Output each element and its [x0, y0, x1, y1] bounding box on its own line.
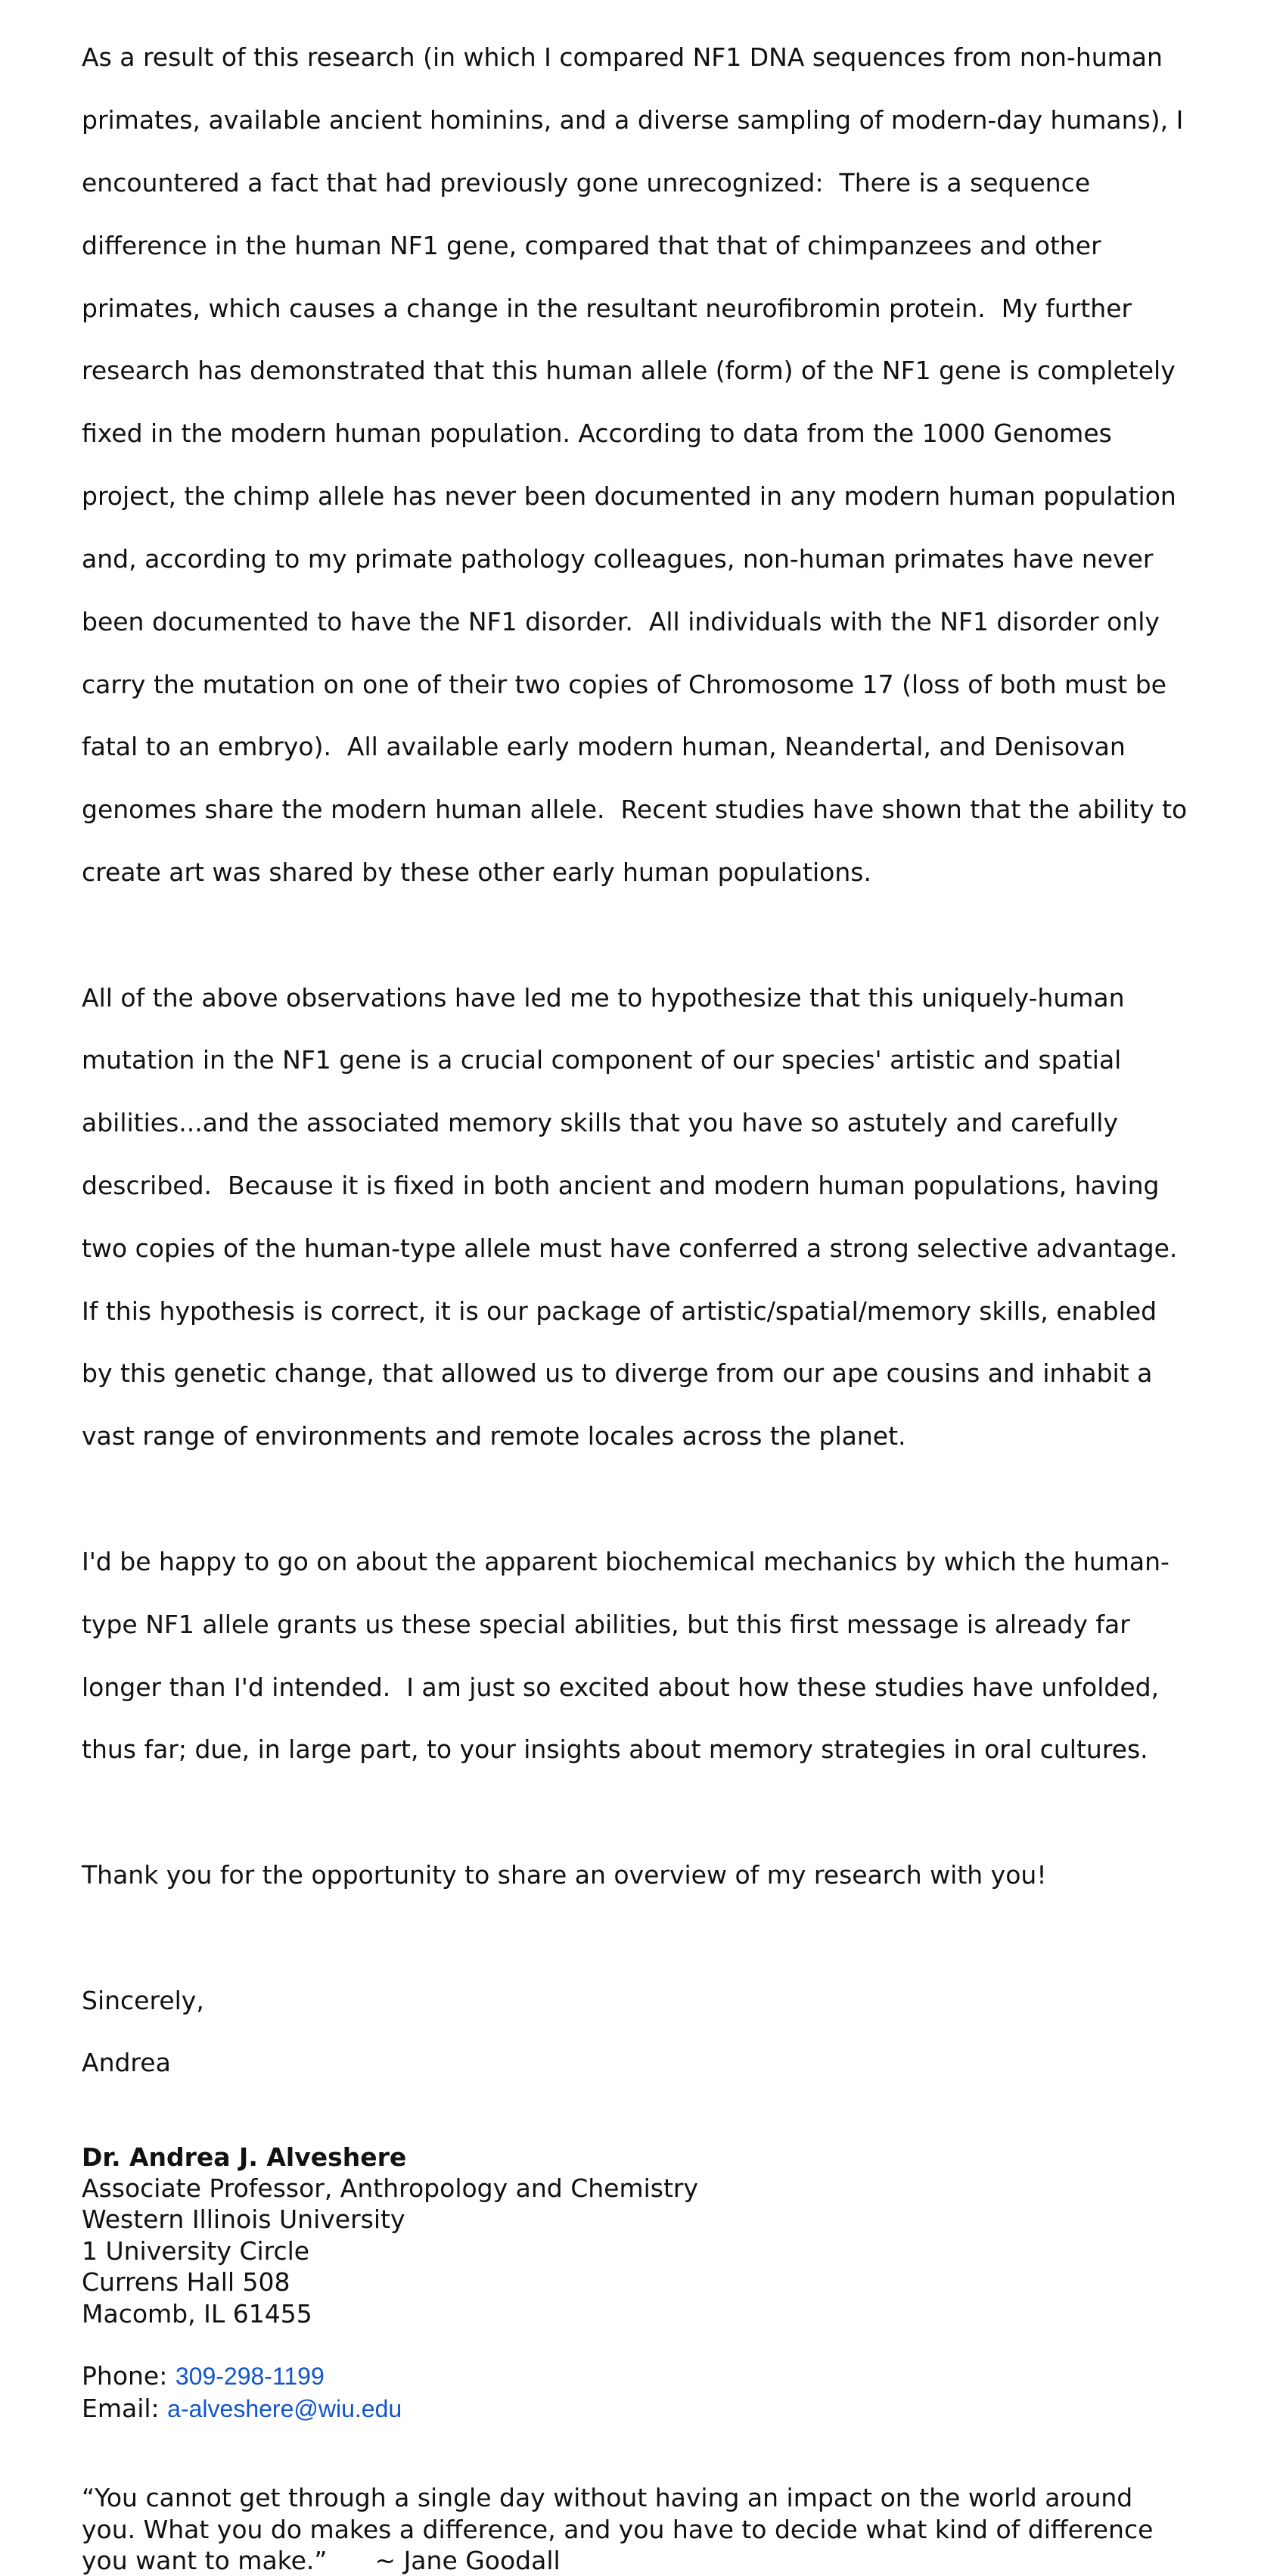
email-label: Email:: [82, 2393, 168, 2423]
text-line: vast range of environments and remote locales across the planet.: [82, 1421, 906, 1451]
text-line: primates, which causes a change in the resultant neurofibromin protein. My further: [82, 293, 1132, 323]
quote-line: you want to make.” ~ Jane Goodall: [82, 2546, 561, 2575]
text-line: carry the mutation on one of their two copies of Chromosome 17 (loss of both must be: [82, 669, 1166, 699]
paragraph-biochemical-mechanics: [82, 1514, 1262, 1797]
phone-label: Phone:: [82, 2361, 176, 2391]
text-line: been documented to have the NF1 disorder. All individuals with the NF1 disorder only: [82, 606, 1160, 636]
text-line: mutation in the NF1 gene is a crucial component of our species' artistic and spatial: [82, 1045, 1122, 1075]
text-line: encountered a fact that had previously gone unrecognized: There is a sequence: [82, 168, 1091, 198]
spacer: [82, 2329, 1262, 2360]
email-link[interactable]: a-alveshere@wiu.edu: [167, 2394, 402, 2422]
closing-first-name: Andrea: [82, 2048, 171, 2078]
quote-line: you. What you do makes a difference, and you have to decide what kind of difference: [82, 2514, 1154, 2544]
signature-city-state-zip: Macomb, IL 61455: [82, 2298, 312, 2329]
text-line: I'd be happy to go on about the apparent biochemical mechanics by which the human-: [82, 1546, 1170, 1576]
email-signature: [82, 2142, 1262, 2425]
text-line: project, the chimp allele has never been documented in any modern human population: [82, 481, 1176, 512]
spacer: [82, 2425, 1262, 2482]
text-line: thus far; due, in large part, to your insights about memory strategies in oral cultures.: [82, 1734, 1148, 1765]
text-line: create art was shared by these other early human populations.: [82, 857, 871, 887]
paragraph-hypothesis: [82, 950, 1262, 1483]
text-line: abilities...and the associated memory skills that you have so astutely and carefully: [82, 1108, 1118, 1138]
email-letter-body: [82, 11, 1262, 2576]
text-line: fixed in the modern human population. According to data from the 1000 Genomes: [82, 418, 1112, 449]
text-line: and, according to my primate pathology colleagues, non-human primates have never: [82, 543, 1154, 574]
quote-line: “You cannot get through a single day without having an impact on the world around: [82, 2483, 1133, 2513]
text-line: described. Because it is fixed in both ancient and modern human populations, having: [82, 1171, 1160, 1201]
text-line: research has demonstrated that this human allele (form) of the NF1 gene is completely: [82, 356, 1176, 386]
signature-address-line: 1 University Circle: [82, 2235, 310, 2266]
signature-institution: Western Illinois University: [82, 2204, 405, 2235]
text-line: If this hypothesis is correct, it is our package of artistic/spatial/memory skills, enabled: [82, 1296, 1157, 1326]
text-line: All of the above observations have led me to hypothesize that this uniquely-human: [82, 982, 1125, 1013]
signature-quote: [82, 2482, 1262, 2576]
text-line: primates, available ancient hominins, and a diverse sampling of modern-day humans), I: [82, 105, 1184, 135]
signature-name: Dr. Andrea J. Alveshere: [82, 2142, 407, 2172]
text-line: difference in the human NF1 gene, compared that that of chimpanzees and other: [82, 230, 1101, 260]
valediction: Sincerely,: [82, 1985, 204, 2015]
text-line: by this genetic change, that allowed us to diverge from our ape cousins and inhabit a: [82, 1358, 1153, 1389]
paragraph-research-findings: [82, 11, 1262, 919]
phone-row: [82, 2360, 1262, 2392]
text-line: fatal to an embryo). All available early modern human, Neandertal, and Denisovan: [82, 732, 1126, 762]
paragraph-thank-you: [82, 1828, 1262, 1922]
text-line: genomes share the modern human allele. Recent studies have shown that the ability to: [82, 795, 1188, 825]
signature-address-line: Currens Hall 508: [82, 2267, 290, 2298]
phone-link[interactable]: 309-298-1199: [175, 2363, 325, 2391]
closing: [82, 1953, 1262, 2110]
text-line: As a result of this research (in which I compared NF1 DNA sequences from non-human: [82, 42, 1163, 73]
text-line: Thank you for the opportunity to share an overview of my research with you!: [82, 1859, 1047, 1890]
text-line: two copies of the human-type allele must have conferred a strong selective advantage.: [82, 1233, 1178, 1263]
signature-title: Associate Professor, Anthropology and Chemistry: [82, 2173, 699, 2203]
text-line: type NF1 allele grants us these special abilities, but this first message is already far: [82, 1609, 1130, 1639]
email-row: [82, 2393, 1262, 2425]
text-line: longer than I'd intended. I am just so excited about how these studies have unfolded,: [82, 1672, 1160, 1702]
